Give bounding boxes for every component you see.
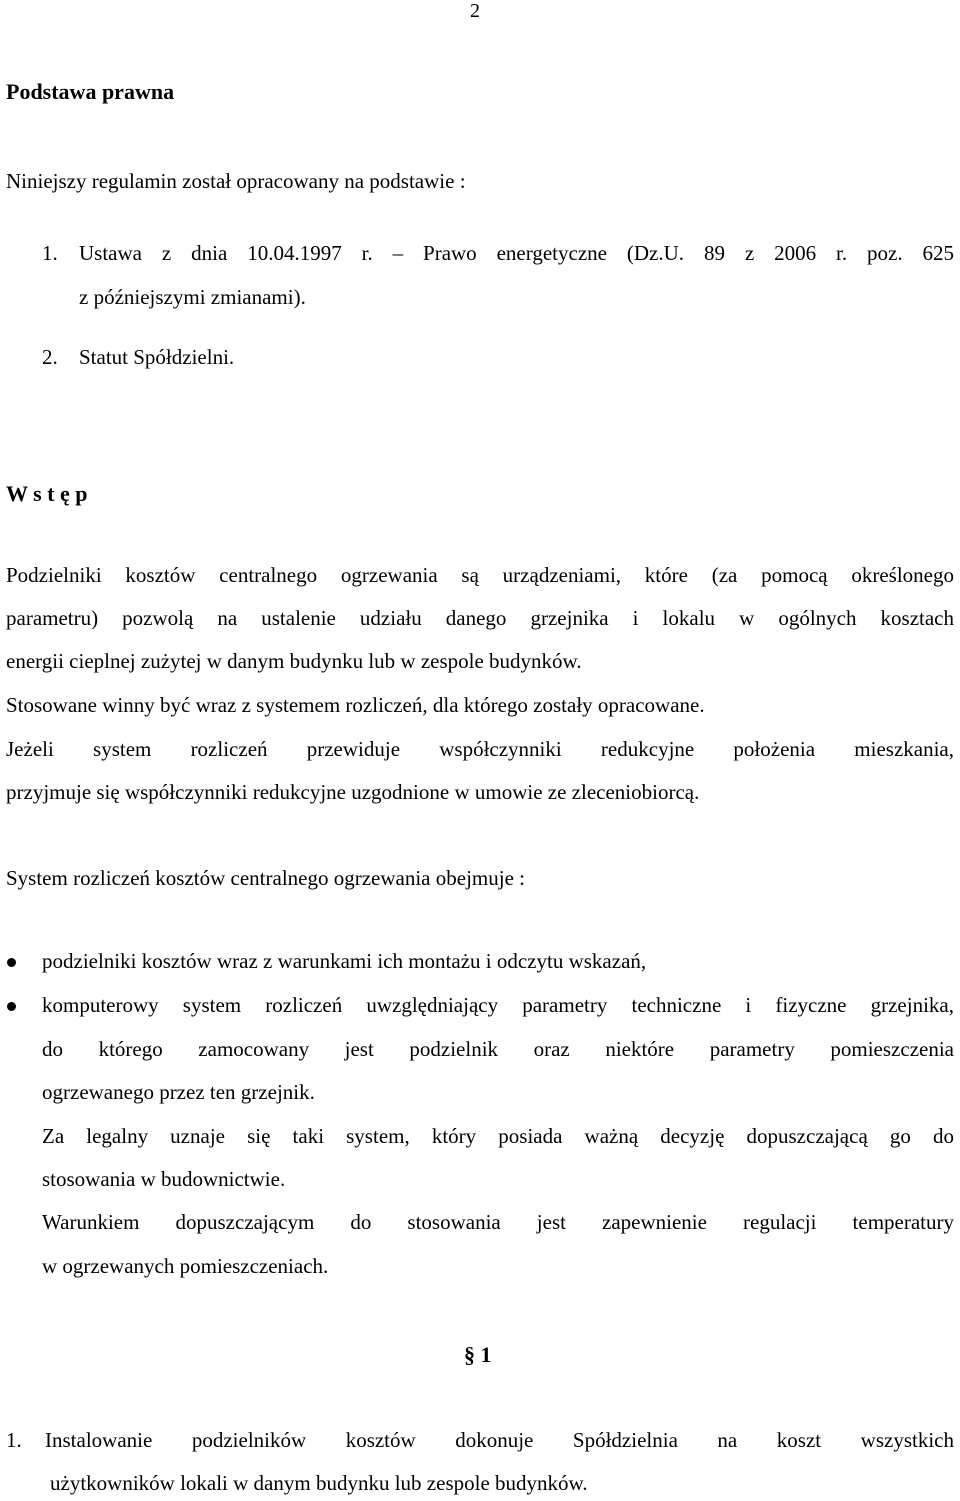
intro-heading: W s t ę p: [6, 481, 88, 506]
continuation-line: Warunkiem dopuszczającym do stosowania jest zapewnienie regulacji temperatury: [42, 1210, 954, 1234]
legal-item-text-cont: z późniejszymi zmianami).: [79, 285, 306, 309]
section-item-number: 1.: [6, 1428, 22, 1452]
legal-basis-heading: Podstawa prawna: [6, 79, 175, 104]
bullet-item-text: podzielniki kosztów wraz z warunkami ich montażu i odczytu wskazań,: [42, 949, 647, 973]
section-item-text: Instalowanie podzielników kosztów dokonuje Spółdzielnia na koszt wszystkich: [45, 1428, 954, 1452]
section-sign-heading: § 1: [464, 1342, 492, 1367]
legal-basis-intro: Niniejszy regulamin został opracowany na podstawie :: [6, 169, 466, 193]
continuation-line: stosowania w budownictwie.: [42, 1167, 286, 1191]
intro-paragraph-2: Stosowane winny być wraz z systemem rozliczeń, dla którego zostały opracowane.: [6, 693, 705, 717]
intro-paragraph-line: Podzielniki kosztów centralnego ogrzewania są urządzeniami, które (za pomocą określonego: [6, 563, 954, 587]
bullet-item-text-cont: ogrzewanego przez ten grzejnik.: [42, 1080, 315, 1104]
continuation-line: Za legalny uznaje się taki system, który posiada ważną decyzję dopuszczającą go do: [42, 1124, 954, 1148]
section-item-text-cont: użytkowników lokali w danym budynku lub zespole budynków.: [50, 1471, 588, 1495]
legal-item-text: Statut Spółdzielni.: [79, 345, 235, 369]
legal-item-number: 2.: [42, 345, 58, 369]
bullet-dot-icon: [7, 1002, 16, 1011]
bullet-item-text: komputerowy system rozliczeń uwzględniający parametry techniczne i fizyczne grzejnika,: [42, 993, 954, 1017]
page-number: 2: [470, 0, 480, 22]
continuation-line: w ogrzewanych pomieszczeniach.: [42, 1254, 329, 1278]
legal-item-text: Ustawa z dnia 10.04.1997 r. – Prawo energetyczne (Dz.U. 89 z 2006 r. poz. 625: [79, 241, 954, 265]
intro-paragraph-3-line: Jeżeli system rozliczeń przewiduje współczynniki redukcyjne położenia mieszkania,: [6, 737, 954, 761]
system-intro: System rozliczeń kosztów centralnego ogrzewania obejmuje :: [6, 866, 525, 890]
legal-item-number: 1.: [42, 241, 58, 265]
bullet-item-text-cont: do którego zamocowany jest podzielnik oraz niektóre parametry pomieszczenia: [42, 1037, 954, 1061]
intro-paragraph-3-line: przyjmuje się współczynniki redukcyjne uzgodnione w umowie ze zleceniobiorcą.: [6, 780, 700, 804]
intro-paragraph-line: parametru) pozwolą na ustalenie udziału danego grzejnika i lokalu w ogólnych kosztach: [6, 606, 954, 630]
bullet-dot-icon: [7, 958, 16, 967]
intro-paragraph-line: energii cieplnej zużytej w danym budynku lub w zespole budynków.: [6, 649, 582, 673]
